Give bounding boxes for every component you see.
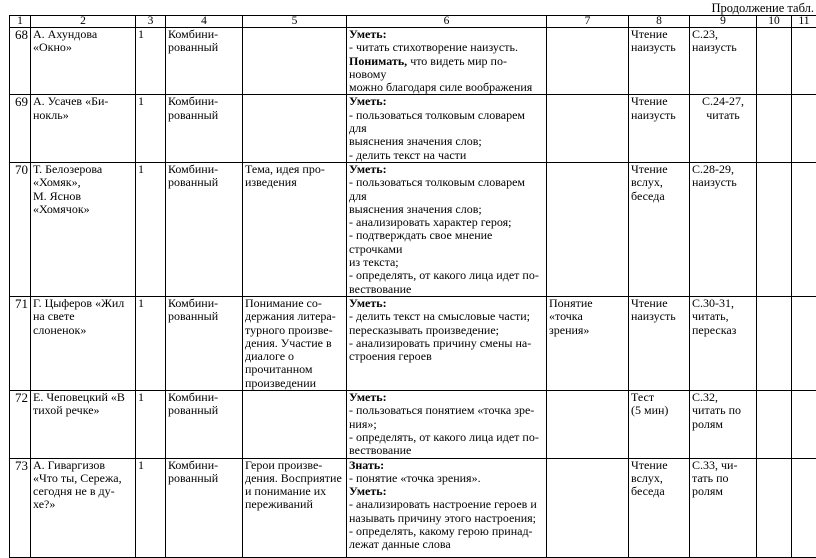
skills-text: - делить текст на смысловые части; xyxy=(349,309,530,323)
lesson-type-line: рованный xyxy=(168,472,240,485)
skills-line xyxy=(349,512,544,525)
lesson-content-line: изведения xyxy=(245,176,344,189)
skills-heading: Уметь: xyxy=(349,28,387,42)
lesson-type-line: Комбини- xyxy=(168,391,240,404)
lesson-topic-line: А. Ахундова xyxy=(33,28,133,41)
skills-text: - определять, какому герою принад- xyxy=(349,524,533,538)
lesson-concepts xyxy=(547,391,629,458)
skills-heading: Уметь: xyxy=(349,95,387,109)
lesson-skills xyxy=(347,458,547,557)
lesson-type-line: Комбини- xyxy=(168,297,240,310)
lesson-content-line: дения. Участие в xyxy=(245,337,344,350)
lesson-topic xyxy=(31,28,136,95)
skills-heading: Уметь: xyxy=(349,296,387,310)
lesson-control xyxy=(629,28,690,95)
skills-text: - пользоваться толковым словарем для xyxy=(349,175,525,202)
skills-text: - читать стихотворение наизусть. xyxy=(349,40,518,54)
lesson-control xyxy=(629,391,690,458)
column-number: 2 xyxy=(31,16,136,28)
skills-text: вествование xyxy=(349,282,411,296)
lesson-homework-line: наизусть xyxy=(692,176,754,189)
skills-line xyxy=(349,28,544,41)
lesson-skills xyxy=(347,296,547,390)
lesson-control-line: наизусть xyxy=(631,41,687,54)
lesson-type xyxy=(166,458,243,557)
empty-cell xyxy=(757,296,792,390)
lesson-homework-line: С.32, xyxy=(692,391,754,404)
lesson-homework-line: ролям xyxy=(692,418,754,431)
lesson-skills xyxy=(347,391,547,458)
lesson-type-line: рованный xyxy=(168,404,240,417)
lesson-control xyxy=(629,296,690,390)
empty-cell xyxy=(757,162,792,296)
empty-cell xyxy=(792,95,816,162)
lesson-control-line: (5 мин) xyxy=(631,404,687,417)
skills-line xyxy=(349,203,544,216)
lesson-number: 73 xyxy=(10,458,31,557)
lesson-number: 68 xyxy=(10,28,31,95)
empty-cell xyxy=(792,458,816,557)
empty-cell xyxy=(757,458,792,557)
skills-line xyxy=(349,404,544,417)
lesson-topic-line: Г. Цыферов «Жил xyxy=(33,297,133,310)
skills-line xyxy=(349,269,544,282)
skills-text: - определять, от какого лица идет по- xyxy=(349,430,539,444)
skills-line xyxy=(349,55,544,82)
lesson-control-line: Чтение xyxy=(631,95,687,108)
skills-text: лежат данные слова xyxy=(349,537,451,551)
skills-heading: Уметь: xyxy=(349,391,387,405)
lesson-row xyxy=(10,458,816,557)
skills-line xyxy=(349,418,544,431)
lesson-control-line: Чтение xyxy=(631,28,687,41)
skills-line xyxy=(349,391,544,404)
lesson-control xyxy=(629,95,690,162)
lesson-topic-line: тихой речке» xyxy=(33,404,133,417)
lesson-type xyxy=(166,391,243,458)
skills-line xyxy=(349,256,544,269)
lesson-topic-line: М. Яснов xyxy=(33,190,133,203)
lesson-type-line: Комбини- xyxy=(168,163,240,176)
lesson-content-line: прочитанном xyxy=(245,363,344,376)
skills-text: - анализировать характер героя; xyxy=(349,215,511,229)
lesson-type-line: рованный xyxy=(168,109,240,122)
lesson-topic-line: сегодня не в ду- xyxy=(33,485,133,498)
lesson-rows xyxy=(10,28,816,558)
skills-text: из текста; xyxy=(349,255,399,269)
lesson-topic-line: Е. Чеповецкий «В xyxy=(33,391,133,404)
lesson-hours: 1 xyxy=(136,28,166,95)
column-number: 6 xyxy=(347,16,547,28)
lesson-concepts xyxy=(547,28,629,95)
column-number: 5 xyxy=(243,16,347,28)
skills-line xyxy=(349,229,544,256)
skills-text: ния»; xyxy=(349,417,377,431)
column-number: 11 xyxy=(792,16,816,28)
lesson-concepts xyxy=(547,162,629,296)
lesson-type xyxy=(166,162,243,296)
skills-text: - понятие «точка зрения». xyxy=(349,471,481,485)
skills-line xyxy=(349,350,544,363)
lesson-hours: 1 xyxy=(136,95,166,162)
skills-line xyxy=(349,525,544,538)
lesson-content-line: произведении xyxy=(245,377,344,390)
lesson-content xyxy=(243,162,347,296)
lesson-homework-line: наизусть xyxy=(692,41,754,54)
skills-line xyxy=(349,95,544,108)
lesson-topic-line: «Что ты, Сережа, xyxy=(33,472,133,485)
lesson-homework-line: читать по xyxy=(692,404,754,417)
skills-heading: Знать: xyxy=(349,458,384,472)
lesson-control-line: Чтение xyxy=(631,163,687,176)
skills-line xyxy=(349,498,544,511)
lesson-content-line: и понимание их xyxy=(245,485,344,498)
lesson-content-line: переживаний xyxy=(245,498,344,511)
skills-line xyxy=(349,149,544,162)
lesson-hours: 1 xyxy=(136,296,166,390)
lesson-skills xyxy=(347,28,547,95)
column-number: 8 xyxy=(629,16,690,28)
skills-line xyxy=(349,485,544,498)
lesson-homework-line: тать по xyxy=(692,472,754,485)
lesson-topic xyxy=(31,95,136,162)
lesson-homework-line: ролям xyxy=(692,485,754,498)
lesson-control-line: Чтение xyxy=(631,297,687,310)
lesson-control-line: вслух, xyxy=(631,176,687,189)
lesson-topic-line: слоненок» xyxy=(33,324,133,337)
empty-cell xyxy=(792,162,816,296)
lesson-concepts-line: Понятие xyxy=(549,297,626,310)
lesson-row xyxy=(10,391,816,458)
lesson-skills xyxy=(347,95,547,162)
lesson-content xyxy=(243,391,347,458)
lesson-topic-line: Т. Белозерова xyxy=(33,163,133,176)
column-number: 10 xyxy=(757,16,792,28)
skills-line xyxy=(349,538,544,551)
lesson-topic xyxy=(31,162,136,296)
skills-line xyxy=(349,297,544,310)
lesson-content-line: дения. Восприятие xyxy=(245,472,344,485)
lesson-topic xyxy=(31,296,136,390)
skills-text: - делить текст на части xyxy=(349,148,466,162)
skills-line xyxy=(349,459,544,472)
skills-heading: Уметь: xyxy=(349,484,387,498)
empty-cell xyxy=(792,28,816,95)
lesson-topic-line: нокль» xyxy=(33,109,133,122)
empty-cell xyxy=(792,296,816,390)
lesson-homework xyxy=(690,391,757,458)
lesson-content-line: турного произве- xyxy=(245,324,344,337)
skills-line xyxy=(349,337,544,350)
column-number: 3 xyxy=(136,16,166,28)
lesson-number: 69 xyxy=(10,95,31,162)
lesson-topic-line: «Хомячок» xyxy=(33,203,133,216)
lesson-content xyxy=(243,95,347,162)
lesson-hours: 1 xyxy=(136,162,166,296)
lesson-type-line: Комбини- xyxy=(168,459,240,472)
lesson-control-line: вслух, xyxy=(631,472,687,485)
lesson-content-line: диалоге о xyxy=(245,350,344,363)
lesson-homework-line: читать xyxy=(692,109,754,122)
lesson-topic-line: «Окно» xyxy=(33,41,133,54)
skills-text: - подтверждать свое мнение строчками xyxy=(349,228,492,255)
lesson-type xyxy=(166,95,243,162)
empty-cell xyxy=(757,95,792,162)
skills-line xyxy=(349,41,544,54)
lesson-control-line: наизусть xyxy=(631,109,687,122)
lesson-homework xyxy=(690,296,757,390)
lesson-content-line: держания литера- xyxy=(245,310,344,323)
lesson-homework xyxy=(690,162,757,296)
lesson-concepts xyxy=(547,296,629,390)
lesson-number: 71 xyxy=(10,296,31,390)
lesson-control xyxy=(629,458,690,557)
lesson-content-line: Тема, идея про- xyxy=(245,163,344,176)
lesson-homework-line: читать, xyxy=(692,310,754,323)
skills-text: - пользоваться понятием «точка зре- xyxy=(349,403,534,417)
lesson-topic-line: «Хомяк», xyxy=(33,176,133,189)
lesson-control-line: беседа xyxy=(631,485,687,498)
table-continuation-caption: Продолжение табл. xyxy=(712,1,815,15)
lesson-row xyxy=(10,28,816,95)
skills-text: - пользоваться толковым словарем для xyxy=(349,108,525,135)
skills-line xyxy=(349,472,544,485)
lesson-content xyxy=(243,296,347,390)
lesson-homework-line: С.30-31, xyxy=(692,297,754,310)
skills-text: что видеть мир по-новому xyxy=(349,54,507,81)
skills-line xyxy=(349,81,544,94)
skills-text: строения героев xyxy=(349,349,432,363)
lesson-topic xyxy=(31,391,136,458)
lesson-concepts-line: «точка зрения» xyxy=(549,310,626,337)
lesson-homework-line: С.28-29, xyxy=(692,163,754,176)
empty-cell xyxy=(792,391,816,458)
lesson-content xyxy=(243,28,347,95)
skills-line xyxy=(349,310,544,323)
skills-text: выяснения значения слов; xyxy=(349,134,482,148)
lesson-homework xyxy=(690,28,757,95)
skills-line xyxy=(349,176,544,203)
skills-text: называть причину этого настроения; xyxy=(349,511,536,525)
skills-line xyxy=(349,431,544,444)
lesson-topic-line: А. Гиваргизов xyxy=(33,459,133,472)
lesson-homework-line: пересказ xyxy=(692,324,754,337)
skills-text: вествование xyxy=(349,443,411,457)
column-number: 9 xyxy=(690,16,757,28)
lesson-type-line: рованный xyxy=(168,176,240,189)
lesson-type xyxy=(166,296,243,390)
column-number: 4 xyxy=(166,16,243,28)
skills-line xyxy=(349,324,544,337)
lesson-homework-line: С.33, чи- xyxy=(692,459,754,472)
lesson-type-line: Комбини- xyxy=(168,95,240,108)
skills-text: - определять, от какого лица идет по- xyxy=(349,268,539,282)
lesson-topic-line: А. Усачев «Би- xyxy=(33,95,133,108)
lesson-type-line: Комбини- xyxy=(168,28,240,41)
column-number: 7 xyxy=(547,16,629,28)
lesson-skills xyxy=(347,162,547,296)
lesson-row xyxy=(10,95,816,162)
lesson-homework-line: С.23, xyxy=(692,28,754,41)
lesson-homework xyxy=(690,458,757,557)
skills-line xyxy=(349,444,544,457)
skills-heading: Уметь: xyxy=(349,162,387,176)
lesson-content-line: Герои произве- xyxy=(245,459,344,472)
lesson-homework-line: С.24-27, xyxy=(692,95,754,108)
column-number: 1 xyxy=(10,16,31,28)
skills-line xyxy=(349,109,544,136)
lesson-row xyxy=(10,162,816,296)
empty-cell xyxy=(757,28,792,95)
skills-line xyxy=(349,163,544,176)
lesson-homework xyxy=(690,95,757,162)
lesson-number: 70 xyxy=(10,162,31,296)
lesson-hours: 1 xyxy=(136,391,166,458)
lesson-control xyxy=(629,162,690,296)
lesson-topic-line: хе?» xyxy=(33,498,133,511)
lesson-content xyxy=(243,458,347,557)
empty-cell xyxy=(757,391,792,458)
skills-text: - анализировать настроение героев и xyxy=(349,497,537,511)
skills-line xyxy=(349,216,544,229)
lesson-concepts xyxy=(547,458,629,557)
lesson-topic-line: на свете xyxy=(33,310,133,323)
lesson-type-line: рованный xyxy=(168,41,240,54)
lesson-concepts xyxy=(547,95,629,162)
lesson-row xyxy=(10,296,816,390)
lesson-control-line: Чтение xyxy=(631,459,687,472)
lesson-content-line: Понимание со- xyxy=(245,297,344,310)
lesson-control-line: Тест xyxy=(631,391,687,404)
lesson-number: 72 xyxy=(10,391,31,458)
skills-heading: Понимать, xyxy=(349,54,407,68)
skills-line xyxy=(349,283,544,296)
lesson-type xyxy=(166,28,243,95)
lesson-plan-table xyxy=(9,15,816,558)
skills-line xyxy=(349,135,544,148)
skills-text: можно благодаря силе воображения xyxy=(349,80,532,94)
lesson-control-line: наизусть xyxy=(631,310,687,323)
lesson-control-line: беседа xyxy=(631,190,687,203)
lesson-topic xyxy=(31,458,136,557)
lesson-hours: 1 xyxy=(136,458,166,557)
lesson-type-line: рованный xyxy=(168,310,240,323)
column-number-header-row xyxy=(10,16,816,28)
skills-text: выяснения значения слов; xyxy=(349,202,482,216)
skills-text: пересказывать произведение; xyxy=(349,323,499,337)
skills-text: - анализировать причину смены на- xyxy=(349,336,531,350)
